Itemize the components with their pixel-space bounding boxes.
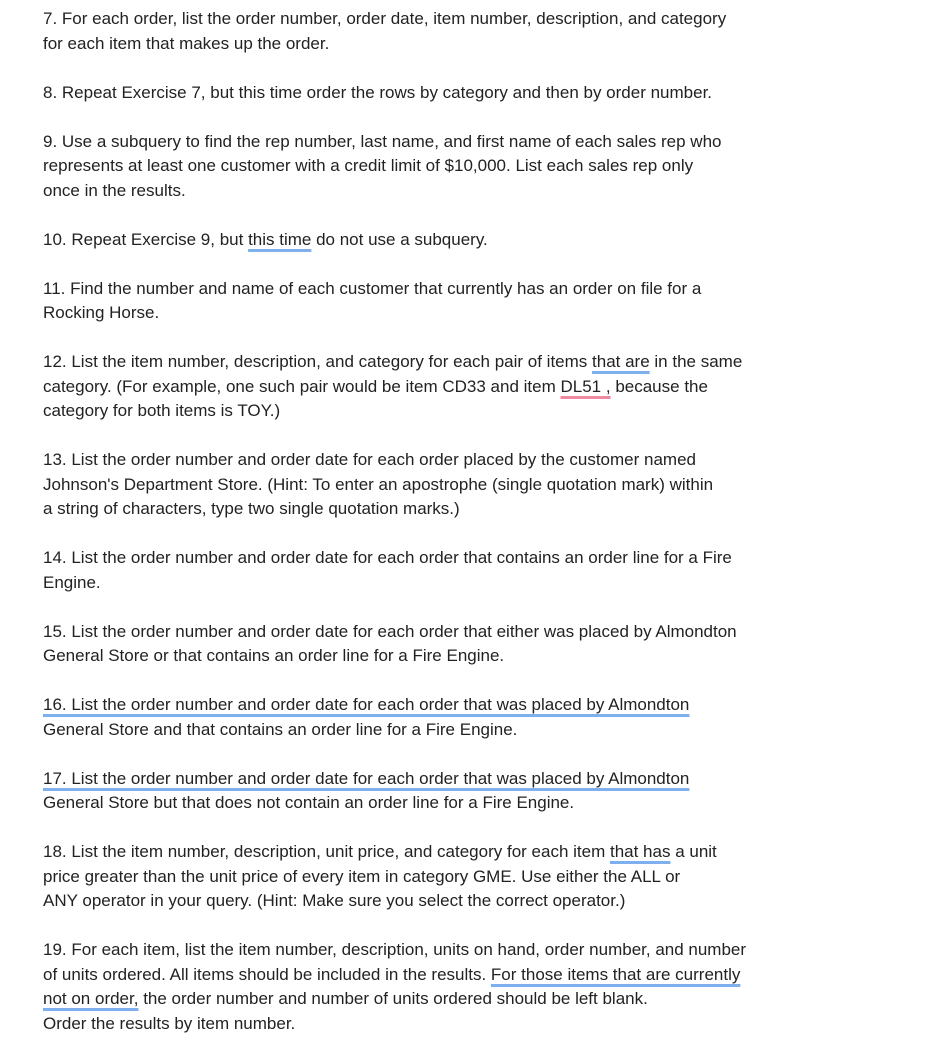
exercise-15 bbox=[43, 620, 923, 669]
exercise-line: Johnson's Department Store. (Hint: To enter an apostrophe (single quotation mark) within bbox=[43, 474, 714, 494]
grammar-suggestion-underline[interactable]: this time bbox=[248, 229, 312, 249]
exercise-line: 9. Use a subquery to find the rep number, last name, and first name of each sales rep who bbox=[43, 131, 722, 151]
text-segment: do not use a subquery. bbox=[311, 229, 488, 249]
exercise-8 bbox=[43, 81, 923, 106]
exercise-line: Engine. bbox=[43, 572, 101, 592]
exercise-14 bbox=[43, 546, 923, 595]
exercise-9 bbox=[43, 130, 923, 204]
exercise-11 bbox=[43, 277, 923, 326]
exercise-line: a string of characters, type two single quotation marks.) bbox=[43, 499, 460, 518]
exercise-line: Order the results by item number. bbox=[43, 1013, 296, 1033]
exercise-line: for each item that makes up the order. bbox=[43, 33, 330, 53]
exercise-line: 8. Repeat Exercise 7, but this time order the rows by category and then by order number. bbox=[43, 82, 713, 102]
exercise-line: represents at least one customer with a credit limit of $10,000. List each sales rep only bbox=[43, 156, 694, 175]
exercise-line: 11. Find the number and name of each customer that currently has an order on file for a bbox=[43, 278, 702, 298]
exercise-line: once in the results. bbox=[43, 180, 186, 200]
exercise-line: category for both items is TOY.) bbox=[43, 401, 281, 420]
exercise-line bbox=[43, 987, 923, 1012]
exercise-line bbox=[43, 840, 923, 865]
exercise-18 bbox=[43, 840, 923, 914]
grammar-suggestion-underline[interactable]: that has bbox=[609, 842, 671, 861]
exercise-line bbox=[43, 963, 923, 988]
exercise-line: 14. List the order number and order date for each order that contains an order line for a Fire bbox=[43, 548, 732, 567]
exercise-line bbox=[43, 767, 923, 792]
exercise-16 bbox=[43, 693, 923, 742]
grammar-suggestion-underline[interactable]: that are bbox=[592, 352, 650, 371]
text-segment: a unit bbox=[670, 842, 717, 861]
text-segment: category. (For example, one such pair would be item CD33 and item bbox=[43, 376, 561, 396]
exercise-17 bbox=[43, 767, 923, 816]
exercise-12 bbox=[43, 350, 923, 424]
exercise-line bbox=[43, 350, 923, 375]
exercise-10 bbox=[43, 228, 923, 253]
exercise-19 bbox=[43, 938, 923, 1036]
text-segment: 18. List the item number, description, unit price, and category for each item bbox=[43, 842, 610, 861]
exercise-line: price greater than the unit price of every item in category GME. Use either the ALL or bbox=[43, 866, 681, 886]
grammar-suggestion-underline[interactable]: not on order, bbox=[43, 989, 139, 1008]
exercise-line: 13. List the order number and order date for each order placed by the customer named bbox=[43, 450, 696, 469]
exercise-13 bbox=[43, 448, 923, 522]
exercise-line: General Store and that contains an order line for a Fire Engine. bbox=[43, 719, 518, 739]
exercise-line: 15. List the order number and order date for each order that either was placed by Almondton bbox=[43, 621, 737, 641]
exercise-line bbox=[43, 375, 923, 400]
grammar-suggestion-underline[interactable]: 16. List the order number and order date for each order that was placed by Almondton bbox=[43, 695, 690, 714]
exercise-line bbox=[43, 693, 923, 718]
text-segment: in the same bbox=[649, 352, 743, 371]
exercise-7 bbox=[43, 7, 923, 56]
grammar-suggestion-underline[interactable]: For those items that are currently bbox=[490, 964, 741, 984]
text-segment: 10. Repeat Exercise 9, but bbox=[43, 229, 249, 249]
exercise-line: General Store but that does not contain an order line for a Fire Engine. bbox=[43, 793, 575, 812]
exercise-line: Rocking Horse. bbox=[43, 303, 160, 322]
text-segment: 12. List the item number, description, and category for each pair of items bbox=[43, 352, 593, 371]
exercise-line: General Store or that contains an order line for a Fire Engine. bbox=[43, 646, 505, 665]
text-segment: because the bbox=[610, 376, 708, 396]
document-body bbox=[43, 7, 923, 1061]
exercise-line: ANY operator in your query. (Hint: Make sure you select the correct operator.) bbox=[43, 891, 626, 910]
exercise-line: 7. For each order, list the order number, order date, item number, description, and category bbox=[43, 9, 727, 28]
exercise-line bbox=[43, 228, 923, 253]
exercise-line: 19. For each item, list the item number, description, units on hand, order number, and number bbox=[43, 940, 747, 959]
text-segment: the order number and number of units ordered should be left blank. bbox=[138, 989, 648, 1008]
text-segment: of units ordered. All items should be included in the results. bbox=[43, 964, 491, 984]
grammar-suggestion-underline[interactable]: 17. List the order number and order date for each order that was placed by Almondton bbox=[43, 768, 690, 788]
spelling-error-underline[interactable]: DL51 , bbox=[560, 376, 611, 396]
